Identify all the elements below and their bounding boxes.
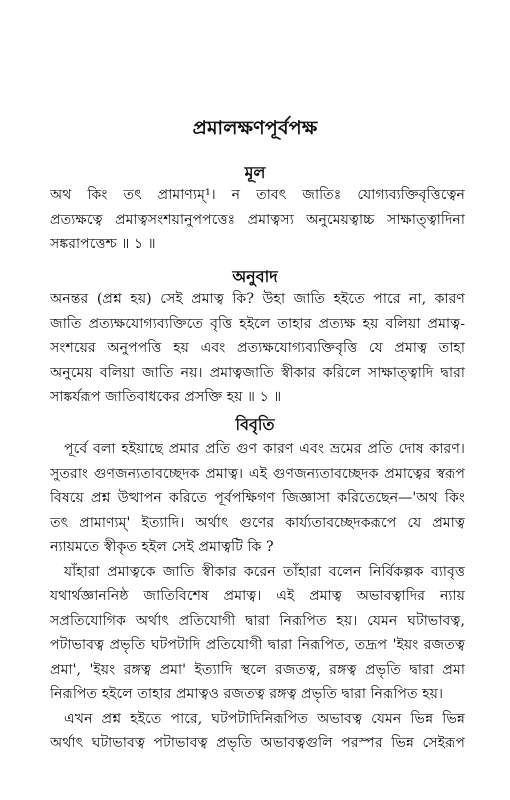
bibriti-line: সপ্রতিযোগিক অর্থাৎ প্রতিযোগী দ্বারা নিরূপিত হয়। যেমন ঘটাভাবত্ব,	[50, 612, 465, 629]
anubad-line: অনন্তর (প্রশ্ন হয়) সেই প্রমাত্ব কি? উহা জাতি হইতে পারে না, কারণ	[50, 291, 465, 307]
anubad-paragraph	[50, 287, 465, 410]
mul-line: অথ কিং তৎ প্রামাণ্যম্¹। ন তাবৎ জাতিঃ যোগ্যব্যক্তিবৃত্তিত্বেন	[50, 187, 465, 203]
bibriti-line: প্রমা', 'ইয়ং রঙ্গত্ব প্রমা' ইত্যাদি স্থলে রজতত্ব, রঙ্গত্ব প্রভৃতি দ্বারা প্রমা	[50, 661, 465, 678]
bibriti-line: বিষয়ে প্রশ্ন উত্থাপন করিতে পূর্বপক্ষিগণ জিজ্ঞাসা করিতেছেন—'অথ কিং	[50, 490, 465, 506]
bibriti-line: নিরূপিত হইলে তাহার প্রমাত্বও রজতত্ব রঙ্গত্ব প্রভৃতি দ্বারা নিরূপিত হয়।	[50, 686, 444, 702]
anubad-line: অনুমেয় বলিয়া জাতি নয়। প্রমাত্বজাতি স্বীকার করিলে সাক্ষাত্ত্বাদি দ্বারা	[50, 364, 465, 381]
bibriti-line: পটাভাবত্ব প্রভৃতি ঘটপটাদি প্রতিযোগী দ্বারা নিরূপিত, তদ্রূপ 'ইয়ং রজতত্ব	[50, 637, 465, 653]
anubad-heading: অনুবাদ	[232, 267, 278, 286]
anubad-line: সাঙ্কর্যরূপ জাতিবাধকের প্রসক্তি হয় ॥ ১ ॥	[50, 389, 282, 405]
bibriti-line: এখন প্রশ্ন হইতে পারে, ঘটপটাদিনিরূপিত অভাবত্ব যেমন ভিন্ন ভিন্ন	[64, 710, 465, 727]
bibriti-line: যাঁহারা প্রমাত্বকে জাতি স্বীকার করেন তাঁহারা বলেন নির্বিকল্পক ব্যাবৃত্ত	[64, 563, 465, 580]
bibriti-line: যথার্থজ্ঞাননিষ্ঠ জাতিবিশেষ প্রমাত্ব। এই প্রমাত্ব অভাবত্বাদির ন্যায়	[50, 588, 465, 604]
mul-paragraph	[50, 183, 465, 257]
mul-line: সঙ্করাপত্তেশ্চ ॥ ১ ॥	[50, 236, 156, 252]
bibriti-line: সুতরাং গুণজন্যতাবচ্ছেদক প্রমাত্ব। এই গুণজন্যতাবচ্ছেদক প্রমাত্বের স্বরূপ	[50, 465, 465, 482]
page-title: প্রমালক্ষণপূর্বপক্ষ	[192, 117, 318, 139]
mul-heading: মূল	[244, 163, 266, 182]
anubad-line: সংশয়ের অনুপপত্তি হয় এবং প্রত্যক্ষযোগ্যব্যক্তিবৃত্তি যে প্রমাত্ব তাহা	[50, 340, 465, 356]
bibriti-line: পূর্বে বলা হইয়াছে প্রমার প্রতি গুণ কারণ এবং ভ্রমের প্রতি দোষ কারণ।	[64, 441, 465, 457]
bibriti-paragraph	[50, 437, 465, 756]
bibriti-heading: বিবৃতি	[235, 415, 275, 434]
mul-line: প্রত্যক্ষত্বে প্রমাত্বসংশয়ানুপপত্তেঃ প্রমাত্বস্য অনুমেয়ত্বাচ্চ সাক্ষাত্ত্বাদিনা	[50, 211, 465, 228]
anubad-line: জাতি প্রত্যক্ষযোগ্যব্যক্তিতে বৃত্তি হইলে তাহার প্রত্যক্ষ হয় বলিয়া প্রমাত্ব-	[50, 315, 465, 332]
bibriti-line: অর্থাৎ ঘটাভাবত্ব পটাভাবত্ব প্রভৃতি অভাবত্বগুলি পরস্পর ভিন্ন সেইরূপ	[50, 735, 465, 751]
bibriti-line: ন্যায়মতে স্বীকৃত হইল সেই প্রমাত্বটি কি ?	[50, 539, 274, 555]
bibriti-line: তৎ প্রামাণ্যম্' ইত্যাদি। অর্থাৎ গুণের কার্য্যতাবচ্ছেদকরূপে যে প্রমাত্ব	[50, 514, 465, 531]
